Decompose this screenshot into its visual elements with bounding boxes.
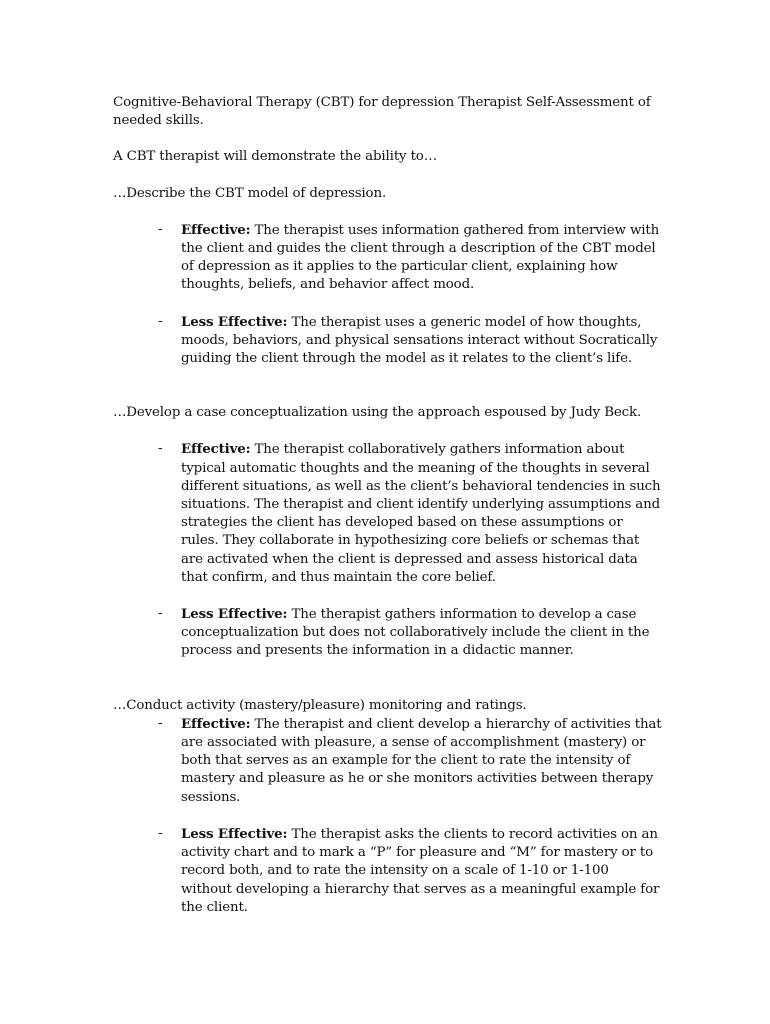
list-item-effective bbox=[113, 440, 663, 587]
list-dash: - bbox=[158, 313, 163, 329]
section-heading-case-conceptualization: …Develop a case conceptualization using the approach espoused by Judy Beck. bbox=[113, 405, 642, 421]
item-text: The therapist and client develop a hierarchy of activities that are associated with pleasure, a sense of accomplishment (mastery) or both that serves as an example for the client to rate the intensity of mastery and pleasure as he or she monitors activities between therapy sessions. bbox=[181, 716, 662, 805]
item-text: The therapist uses a generic model of how thoughts, moods, behaviors, and physical sensations interact without Socratically guiding the client through the model as it relates to the client’s life. bbox=[181, 314, 658, 367]
list-dash: - bbox=[158, 221, 163, 237]
item-text: The therapist gathers information to develop a case conceptualization but does not collaboratively include the client in the process and presents the information in a didactic manner. bbox=[181, 607, 650, 659]
item-text: The therapist collaboratively gathers information about typical automatic thoughts and the meaning of the thoughts in several different situations, as well as the client’s behavioral tendencies in such situations. The therapist and client identify underlying assumptions and strategies the client has developed based on these assumptions or rules. They collaborate in hypothesizing core beliefs or schemas that are activated when the client is depressed and assess historical data that confirm, and thus maintain the core belief. bbox=[181, 442, 661, 585]
document-title: Cognitive-Behavioral Therapy (CBT) for depression Therapist Self-Assessment of needed skills. bbox=[113, 95, 651, 129]
item-label: Effective: bbox=[181, 715, 251, 732]
section-heading-cbt-model: …Describe the CBT model of depression. bbox=[113, 185, 387, 201]
list-item-less-effective bbox=[113, 313, 663, 369]
document-page bbox=[113, 94, 663, 917]
item-label: Effective: bbox=[181, 221, 251, 238]
list-item-less-effective bbox=[113, 605, 663, 661]
list-item-effective bbox=[113, 715, 663, 807]
list-dash: - bbox=[158, 715, 163, 731]
item-label: Less Effective: bbox=[181, 313, 288, 330]
section-heading-activity-monitoring: …Conduct activity (mastery/pleasure) monitoring and ratings. bbox=[113, 697, 527, 713]
list-item-effective bbox=[113, 221, 663, 295]
list-dash: - bbox=[158, 606, 163, 622]
list-dash: - bbox=[158, 825, 163, 841]
item-label: Less Effective: bbox=[181, 825, 288, 842]
list-dash: - bbox=[158, 441, 163, 457]
item-text: The therapist uses information gathered from interview with the client and guides the client through a description of the CBT model of depression as it applies to the particular client, explaining how thoughts, beliefs, and behavior affect mood. bbox=[181, 222, 660, 293]
document-intro: A CBT therapist will demonstrate the ability to… bbox=[113, 149, 437, 165]
item-label: Less Effective: bbox=[181, 606, 288, 623]
item-text: The therapist asks the clients to record activities on an activity chart and to mark a “P” for pleasure and “M” for mastery or to record both, and to rate the intensity on a scale of 1-10 or 1-100 without developing a hierarchy that serves as a meaningful example for the client. bbox=[181, 826, 660, 915]
item-label: Effective: bbox=[181, 441, 251, 458]
list-item-less-effective bbox=[113, 825, 663, 917]
